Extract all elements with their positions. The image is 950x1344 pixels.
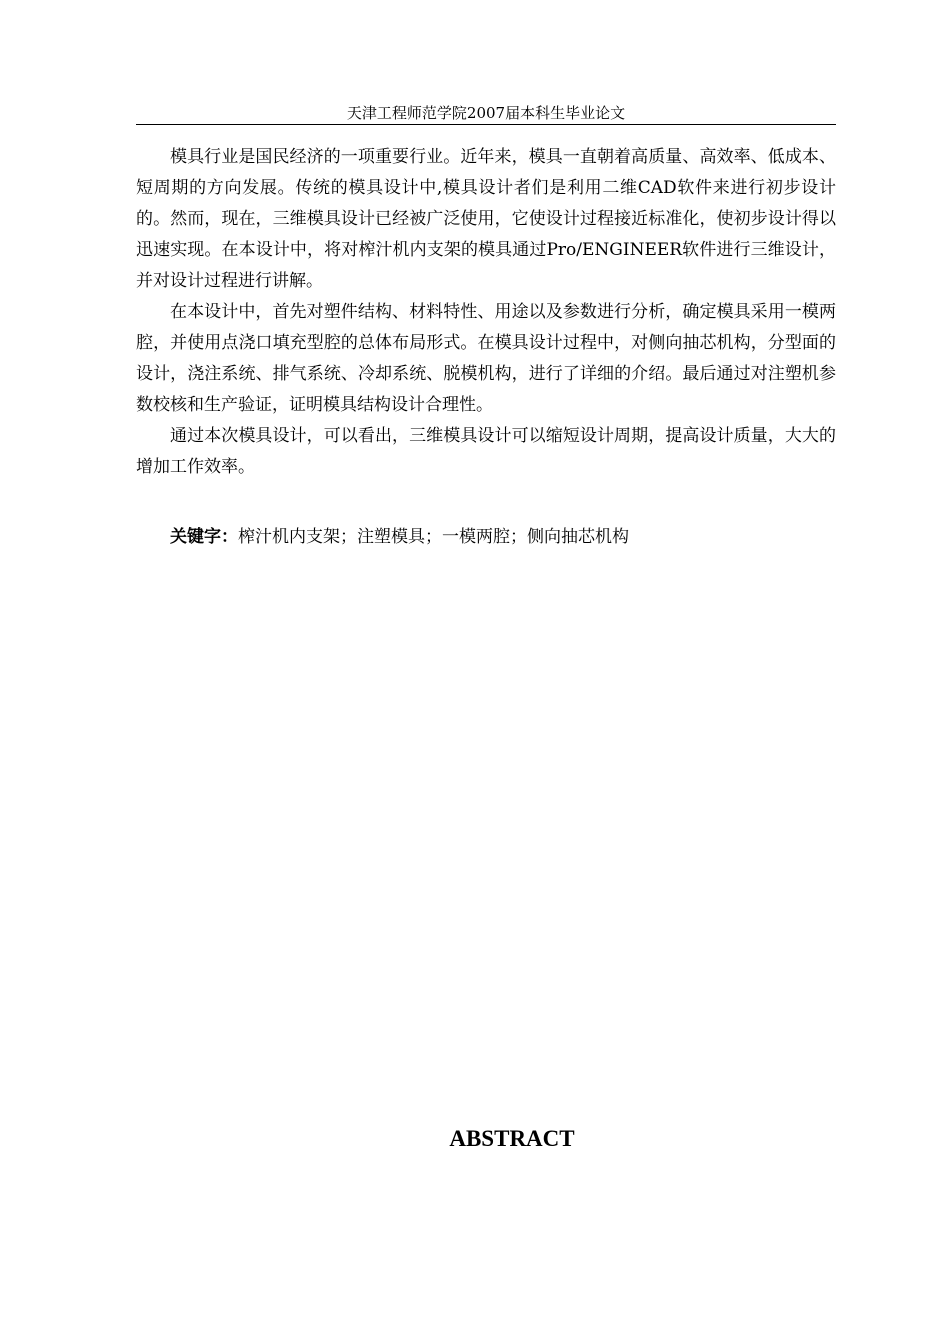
paragraph-3: 通过本次模具设计，可以看出，三维模具设计可以缩短设计周期，提高设计质量，大大的增加工作效率。: [136, 426, 836, 477]
abstract-body: [136, 142, 836, 483]
keywords-label: 关键字：: [170, 527, 238, 547]
header-rule: [136, 124, 836, 125]
keywords-line: [136, 523, 836, 551]
page-header: 天津工程师范学院2007届本科生毕业论文: [346, 104, 626, 122]
keywords-value: 榨汁机内支架；注塑模具；一模两腔；侧向抽芯机构: [238, 527, 629, 547]
abstract-heading: ABSTRACT: [449, 1126, 575, 1151]
paragraph-1: 模具行业是国民经济的一项重要行业。近年来，模具一直朝着高质量、高效率、低成本、短周期的方向发展。传统的模具设计中,模具设计者们是利用二维CAD软件来进行初步设计的。然而，现在，三维模具设计已经被广泛使用，它使设计过程接近标准化，使初步设计得以迅速实现。在本设计中，将对榨汁机内支架的模具通过Pro/ENGINEER软件进行三维设计，并对设计过程进行讲解。: [136, 147, 836, 291]
paragraph-2: 在本设计中，首先对塑件结构、材料特性、用途以及参数进行分析，确定模具采用一模两腔，并使用点浇口填充型腔的总体布局形式。在模具设计过程中，对侧向抽芯机构，分型面的设计，浇注系统、排气系统、冷却系统、脱模机构，进行了详细的介绍。最后通过对注塑机参数校核和生产验证，证明模具结构设计合理性。: [136, 302, 836, 415]
